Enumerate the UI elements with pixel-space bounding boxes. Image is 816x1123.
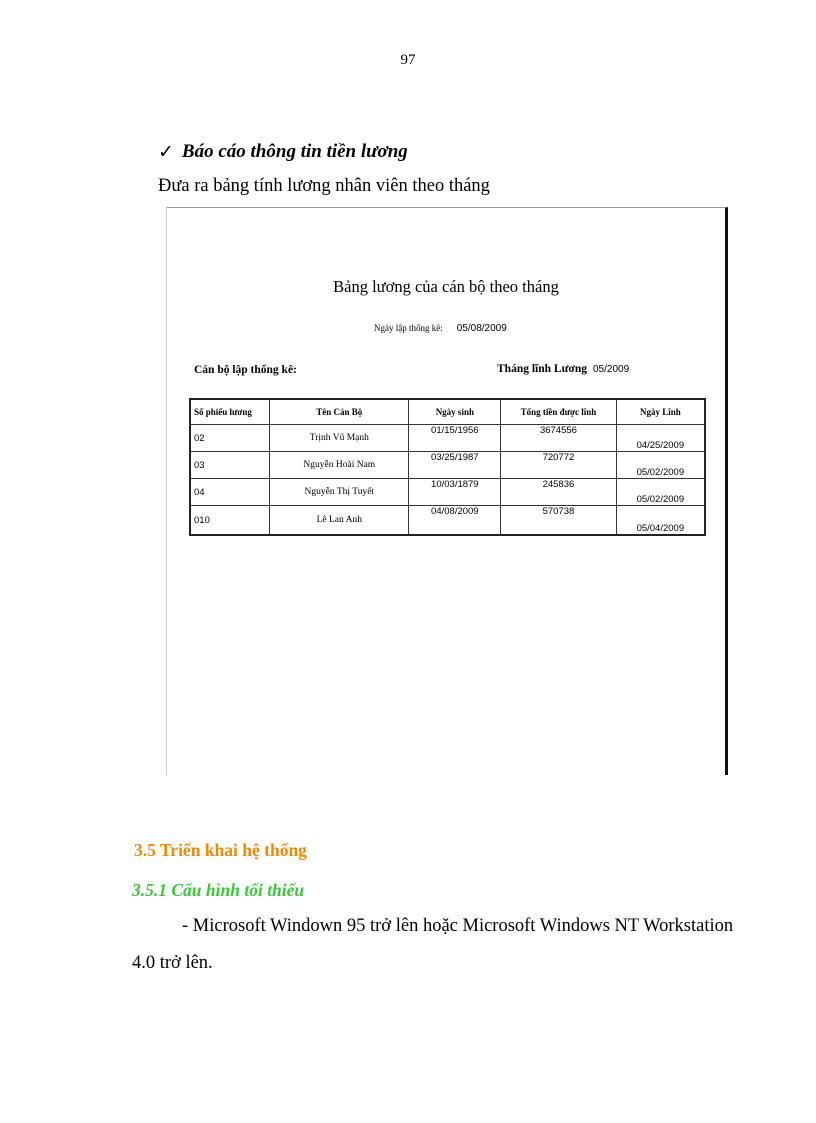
section-heading-text: Báo cáo thông tin tiền lương: [181, 141, 408, 162]
cell-tong-tien: 720772: [501, 452, 617, 479]
cell-tong-tien: 245836: [501, 479, 617, 506]
column-header: Ngày sinh: [409, 399, 501, 425]
cell-ten-can-bo: Lê Lan Anh: [270, 506, 409, 536]
cell-so-phieu: 03: [190, 452, 270, 479]
cell-tong-tien: 570738: [501, 506, 617, 536]
report-creator-label: Cán bộ lập thống kê:: [194, 364, 297, 376]
section-heading: [158, 141, 408, 163]
column-header: Ngày Lĩnh: [616, 399, 705, 425]
intro-text: Đưa ra bảng tính lương nhân viên theo tháng: [158, 176, 490, 196]
report-date-value: 05/08/2009: [456, 323, 507, 334]
column-header: Tên Cán Bộ: [270, 399, 409, 425]
cell-so-phieu: 04: [190, 479, 270, 506]
cell-ngay-sinh: 10/03/1879: [409, 479, 501, 506]
cell-ngay-linh: 05/02/2009: [616, 479, 705, 506]
requirement-line-1: - Microsoft Windown 95 trở lên hoặc Microsoft Windows NT Workstation: [182, 916, 734, 936]
report-month-value: 05/2009: [592, 364, 630, 375]
cell-ngay-linh: 05/02/2009: [616, 452, 705, 479]
report-month: [497, 363, 629, 375]
cell-ngay-sinh: 04/08/2009: [409, 506, 501, 536]
table-header-row: [190, 399, 705, 425]
page-number: 97: [400, 52, 416, 68]
table-row: [190, 452, 705, 479]
section-3-5-1-heading: 3.5.1 Cấu hình tối thiểu: [132, 880, 305, 900]
cell-ten-can-bo: Nguyễn Hoài Nam: [270, 452, 409, 479]
report-date: [374, 323, 507, 334]
cell-ngay-linh: 05/04/2009: [616, 506, 705, 536]
check-mark-icon: ✓: [158, 141, 174, 163]
cell-tong-tien: 3674556: [501, 425, 617, 452]
cell-so-phieu: 010: [190, 506, 270, 536]
cell-ten-can-bo: Nguyễn Thị Tuyết: [270, 479, 409, 506]
report-title: Bảng lương của cán bộ theo tháng: [333, 277, 559, 296]
table-row: [190, 506, 705, 536]
cell-ngay-sinh: 01/15/1956: [409, 425, 501, 452]
cell-ngay-linh: 04/25/2009: [616, 425, 705, 452]
column-header: Số phiếu lương: [190, 399, 270, 425]
column-header: Tổng tiền được lĩnh: [501, 399, 617, 425]
requirement-line-2: 4.0 trở lên.: [132, 953, 213, 973]
table-row: [190, 479, 705, 506]
cell-ten-can-bo: Trịnh Vũ Mạnh: [270, 425, 409, 452]
salary-report-screenshot: [166, 207, 728, 775]
report-date-label: Ngày lập thống kê:: [374, 323, 443, 333]
salary-table: [189, 398, 706, 536]
section-3-5-heading: 3.5 Triển khai hệ thống: [134, 840, 307, 860]
report-month-label: Tháng lĩnh Lương: [497, 363, 587, 375]
cell-so-phieu: 02: [190, 425, 270, 452]
cell-ngay-sinh: 03/25/1987: [409, 452, 501, 479]
table-row: [190, 425, 705, 452]
